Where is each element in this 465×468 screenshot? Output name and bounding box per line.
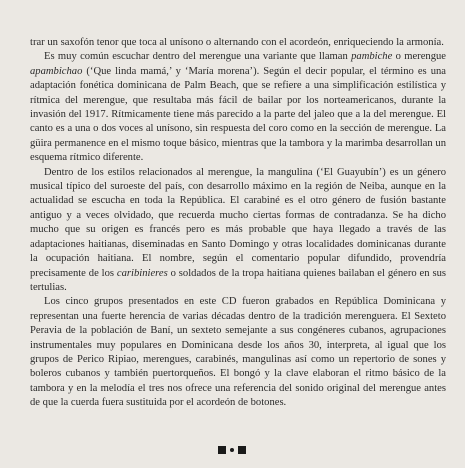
text-run: o merengue xyxy=(392,51,447,63)
italic-term: apambichao xyxy=(30,65,83,77)
body-text xyxy=(30,36,446,411)
paragraph-4 xyxy=(30,295,446,410)
text-run: o soldados de la tropa haitiana quienes bailaban el género en sus tertulias. xyxy=(30,267,446,293)
italic-term: caribinieres xyxy=(116,267,168,279)
text-run: Es muy común escuchar dentro del merengue una variante que llaman xyxy=(44,51,352,63)
text-run: Los cinco grupos presentados en este CD fueron grabados en República Dominicana y representan una fuerte herencia de varias décadas dentro de la tradición merenguera. El Sexteto Peravia de la población de Baní, un sexteto semejante a sus congéneres cubanos, agrupaciones instrumentales muy populares en Dominicana desde los años 30, interpreta, al igual que los grupos de Perico Ripiao, merengues, carabinés, mangulinas así como un repertorio de sones y boleros cubanos y también puertorqueños. El bongó y la clave elaboran el ritmo básico de la tambora y en la melodía el tres nos ofrece una referencia del sonido original del merengue antes de que la cuerda fuera sustituida por el acordeón de botones. xyxy=(30,296,446,409)
paragraph-3 xyxy=(30,166,446,296)
paragraph-1 xyxy=(30,36,446,50)
page-ornament-icon xyxy=(214,444,250,456)
ornament-square-left-icon xyxy=(218,446,226,454)
ornament-dot-icon xyxy=(230,448,234,452)
text-run: (‘Que linda mamá,’ y ‘María morena’). Según el decir popular, el término es una adaptación fonética dominicana de Palm Beach, que se refiere a una simplificación estilística y rítmica del merengue, que resultaba más fácil de bailar por los norteamericanos, durante la invasión del 1917. Rítmicamente tiene más parecido a la parte del jaleo que a la del merengue. El canto es a una o dos voces al unísono, sin respuesta del coro como en la sección de merengue. La güira permanence en el mismo toque básico, mientras que la tambora y la marimba desarrollan un esquema rítmico diferente. xyxy=(30,65,446,164)
paragraph-2 xyxy=(30,50,446,165)
ornament-square-right-icon xyxy=(238,446,246,454)
text-run: trar un saxofón tenor que toca al unísono o alternando con el acordeón, enriqueciendo la armonía. xyxy=(30,37,444,48)
text-run: Dentro de los estilos relacionados al merengue, la mangulina (‘El Guayubín’) es un género musical típico del suroeste del país, con desarrollo máximo en la región de Neiba, aunque en la actualidad se escucha en toda la República. El carabiné es el otro género de fusión bastante antiguo y a veces olvidado, que recuerda mucho ciertas formas de contradanza. Se ha dicho mucho que su origen es francés pero es más probable que haya llegado a través de las adaptaciones haitianas, diseminadas en Santo Domingo y otras localidades dominicanas durante la ocupación haitiana. El nombre, según el comentario popular difundido, provendría precisamente de los xyxy=(30,166,446,279)
italic-term: pambiche xyxy=(351,51,393,63)
